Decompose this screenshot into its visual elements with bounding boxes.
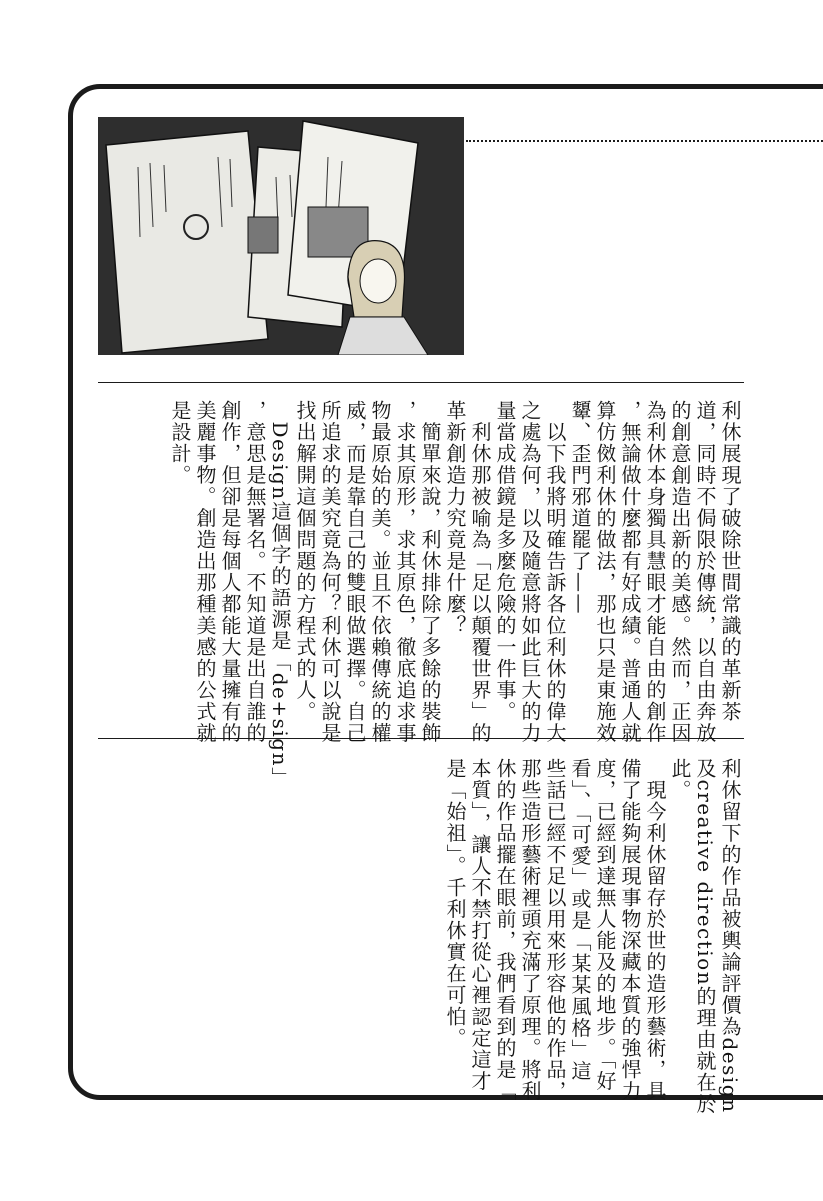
dotted-divider — [466, 140, 823, 142]
manga-panel — [98, 117, 464, 355]
manga-illustration — [98, 117, 464, 355]
body-text-upper: 利休展現了破除世間常識的革新茶 道，同時不侷限於傳統，以自由奔放 的創意創造出新的美感。然而，正因 為利休本身獨具慧眼才能自由的創作 ，無論做什麼都有好成績。普通人就 算仿傚利休的做法，那也只是東施效 顰、歪門邪道罷了—— 以下我將明確告訴各位利休的偉大 之處為何，以及隨意將如此巨大的力 量當成借鏡是多麼危險的一件事。 利休那被喻為「足以顛覆世界」的 革新創造力究竟是什麼？ 簡單來說，利休排除了多餘的裝飾 ，求其原形，求其原色，徹底追求事 物最原始的美。並且不依賴傳統的權 威，而是靠自己的雙眼做選擇。自己 所追求的美究竟為何？利休可以說是 找出解開這個問題的方程式的人。 Design這個字的語源是「de+sign」 ，意思是無署名。不知道是出自誰的 創作，但卻是每個人都能大量擁有的 美麗事物。創造出那種美感的公式就 是設計。 — [168, 400, 742, 789]
section-rule-top — [98, 382, 744, 383]
body-text-lower: 利休留下的作品被輿論評價為design 及creative direction的理由就在於 此。 現今利休留存於世的造形藝術，具 備了能夠展現事物深藏本質的強悍力 度，已經到達無人能及的地步。「好 看」、「可愛」或是「某某風格」這 些話已經不足以用來形容他的作品， 那些造形藝術裡頭充滿了原理。將利 休的作品擺在眼前，我們看到的是「 本質」，讓人不禁打從心裡認定這才 是「始祖」。千利休實在可怕。 — [443, 758, 742, 1116]
